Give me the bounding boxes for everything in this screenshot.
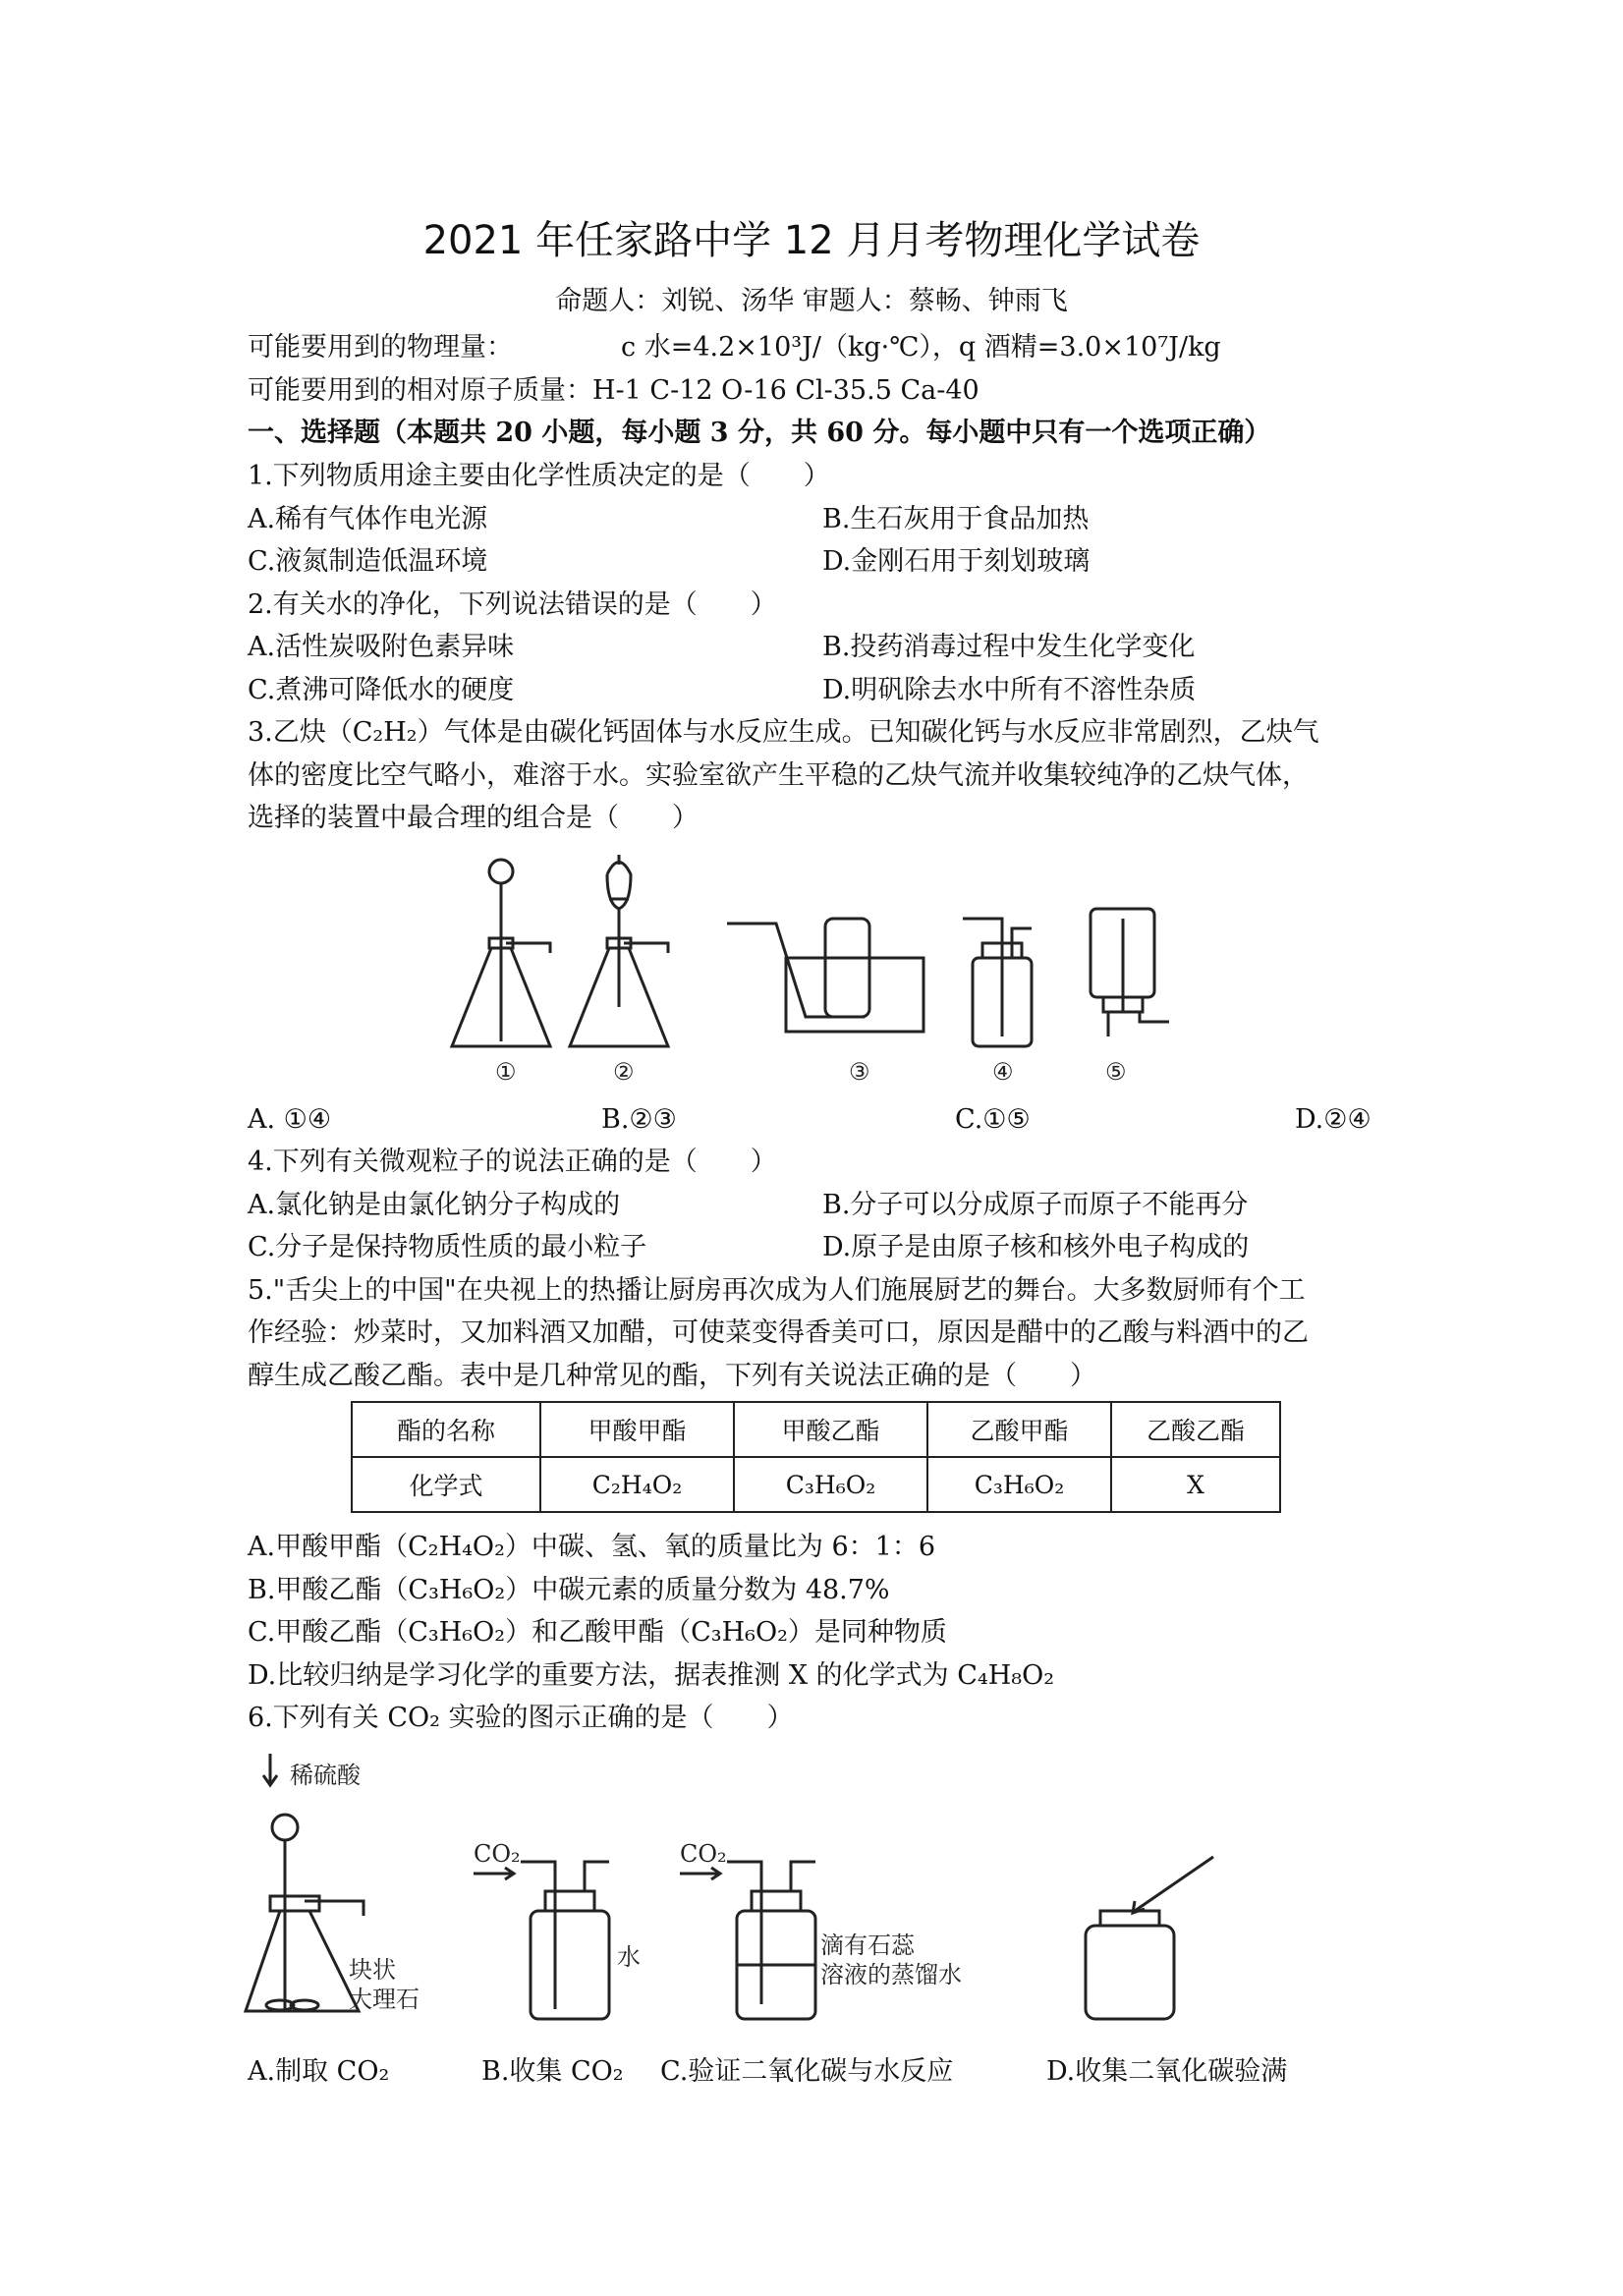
question-5-line-2: 作经验：炒菜时，又加料酒又加醋，可使菜变得香美可口，原因是醋中的乙酸与料酒中的乙 bbox=[248, 1317, 1309, 1348]
q6-option-a: A.制取 CO₂ bbox=[248, 2056, 390, 2087]
table-cell: C₃H₆O₂ bbox=[734, 1457, 927, 1512]
q4-option-c: C.分子是保持物质性质的最小粒子 bbox=[248, 1232, 647, 1262]
question-3-line-1: 3.乙炔（C₂H₂）气体是由碳化钙固体与水反应生成。已知碳化钙与水反应非常剧烈，乙炔气 bbox=[248, 717, 1319, 748]
label-litmus-1: 滴有石蕊 bbox=[820, 1932, 915, 1959]
question-2-stem: 2.有关水的净化，下列说法错误的是（ ） bbox=[248, 589, 777, 620]
label-3: ③ bbox=[849, 1058, 870, 1086]
question-3-line-2: 体的密度比空气略小，难溶于水。实验室欲产生平稳的乙炔气流并收集较纯净的乙炔气体， bbox=[248, 760, 1309, 791]
label-co2-c: CO₂ bbox=[680, 1840, 727, 1868]
ester-table bbox=[351, 1401, 1281, 1513]
q6-option-d: D.收集二氧化碳验满 bbox=[1046, 2056, 1288, 2087]
q1-option-a: A.稀有气体作电光源 bbox=[248, 504, 488, 534]
label-dilute-acid: 稀硫酸 bbox=[290, 1762, 361, 1789]
table-cell: X bbox=[1111, 1457, 1280, 1512]
section-heading: 一、选择题（本题共 20 小题，每小题 3 分，共 60 分。每小题中只有一个选项正确） bbox=[248, 418, 1271, 448]
label-1: ① bbox=[495, 1058, 517, 1086]
apparatus-2-icon bbox=[570, 855, 668, 1046]
table-cell: 化学式 bbox=[352, 1457, 540, 1512]
q4-option-b: B.分子可以分成原子而原子不能再分 bbox=[822, 1190, 1249, 1220]
label-2: ② bbox=[613, 1058, 635, 1086]
constants-label: 可能要用到的物理量： bbox=[248, 332, 513, 363]
apparatus-3-icon bbox=[727, 919, 923, 1032]
label-co2-b: CO₂ bbox=[474, 1840, 521, 1868]
q1-option-c: C.液氮制造低温环境 bbox=[248, 546, 488, 577]
question-3-line-3: 选择的装置中最合理的组合是（ ） bbox=[248, 803, 699, 833]
label-litmus-2: 溶液的蒸馏水 bbox=[820, 1961, 962, 1988]
table-cell: 甲酸甲酯 bbox=[540, 1402, 734, 1457]
label-marble-1: 块状 bbox=[349, 1956, 396, 1984]
constants-value: c 水=4.2×10³J/（kg·℃），q 酒精=3.0×10⁷J/kg bbox=[621, 332, 1221, 363]
co2-experiment-figure bbox=[246, 1754, 1258, 2024]
q2-option-d: D.明矾除去水中所有不溶性杂质 bbox=[822, 675, 1197, 705]
table-row bbox=[352, 1402, 1280, 1457]
table-cell: 甲酸乙酯 bbox=[734, 1402, 927, 1457]
apparatus-5-icon bbox=[1091, 909, 1169, 1036]
page-title: 2021 年任家路中学 12 月月考物理化学试卷 bbox=[422, 218, 1201, 263]
q5-option-b: B.甲酸乙酯（C₃H₆O₂）中碳元素的质量分数为 48.7% bbox=[248, 1575, 890, 1605]
q2-option-b: B.投药消毒过程中发生化学变化 bbox=[822, 632, 1196, 662]
collecting-bottle-icon bbox=[474, 1840, 641, 2019]
table-cell: 乙酸甲酯 bbox=[927, 1402, 1111, 1457]
label-water: 水 bbox=[617, 1943, 641, 1971]
q2-option-a: A.活性炭吸附色素异味 bbox=[248, 632, 515, 662]
table-row bbox=[352, 1457, 1280, 1512]
apparatus-4-icon bbox=[963, 919, 1032, 1046]
table-cell: 酯的名称 bbox=[352, 1402, 540, 1457]
q4-option-d: D.原子是由原子核和核外电子构成的 bbox=[822, 1232, 1250, 1262]
litmus-bottle-icon bbox=[680, 1840, 962, 2019]
apparatus-figure bbox=[452, 850, 1179, 1091]
q6-option-c: C.验证二氧化碳与水反应 bbox=[660, 2056, 954, 2087]
question-5-line-3: 醇生成乙酸乙酯。表中是几种常见的酯，下列有关说法正确的是（ ） bbox=[248, 1361, 1096, 1391]
q4-option-a: A.氯化钠是由氯化钠分子构成的 bbox=[248, 1190, 621, 1220]
q5-option-a: A.甲酸甲酯（C₂H₄O₂）中碳、氢、氧的质量比为 6：1：6 bbox=[248, 1532, 936, 1562]
atomic-masses-line: 可能要用到的相对原子质量：H-1 C-12 O-16 Cl-35.5 Ca-40 bbox=[248, 375, 979, 406]
q3-option-d: D.②④ bbox=[1295, 1104, 1371, 1135]
q5-option-d: D.比较归纳是学习化学的重要方法，据表推测 X 的化学式为 C₄H₈O₂ bbox=[248, 1660, 1055, 1691]
q3-option-c: C.①⑤ bbox=[955, 1104, 1031, 1135]
apparatus-1-icon bbox=[452, 860, 550, 1046]
flask-funnel-icon bbox=[246, 1754, 420, 2013]
label-4: ④ bbox=[992, 1058, 1014, 1086]
authors-line: 命题人：刘锐、汤华 审题人：蔡畅、钟雨飞 bbox=[555, 286, 1068, 316]
question-6-stem: 6.下列有关 CO₂ 实验的图示正确的是（ ） bbox=[248, 1703, 794, 1733]
q5-option-c: C.甲酸乙酯（C₃H₆O₂）和乙酸甲酯（C₃H₆O₂）是同种物质 bbox=[248, 1617, 947, 1648]
gas-jar-icon bbox=[1086, 1857, 1213, 2019]
q2-option-c: C.煮沸可降低水的硬度 bbox=[248, 675, 515, 705]
q3-option-a: A. ①④ bbox=[248, 1104, 332, 1135]
question-1-stem: 1.下列物质用途主要由化学性质决定的是（ ） bbox=[248, 461, 830, 491]
table-cell: C₂H₄O₂ bbox=[540, 1457, 734, 1512]
label-marble-2: 大理石 bbox=[349, 1986, 420, 2013]
q3-option-b: B.②③ bbox=[601, 1104, 677, 1135]
question-4-stem: 4.下列有关微观粒子的说法正确的是（ ） bbox=[248, 1147, 777, 1177]
table-cell: C₃H₆O₂ bbox=[927, 1457, 1111, 1512]
q6-option-b: B.收集 CO₂ bbox=[481, 2056, 624, 2087]
table-cell: 乙酸乙酯 bbox=[1111, 1402, 1280, 1457]
label-5: ⑤ bbox=[1105, 1058, 1127, 1086]
question-5-line-1: 5."舌尖上的中国"在央视上的热播让厨房再次成为人们施展厨艺的舞台。大多数厨师有个工 bbox=[248, 1275, 1306, 1306]
q1-option-d: D.金刚石用于刻划玻璃 bbox=[822, 546, 1091, 577]
q1-option-b: B.生石灰用于食品加热 bbox=[822, 504, 1090, 534]
